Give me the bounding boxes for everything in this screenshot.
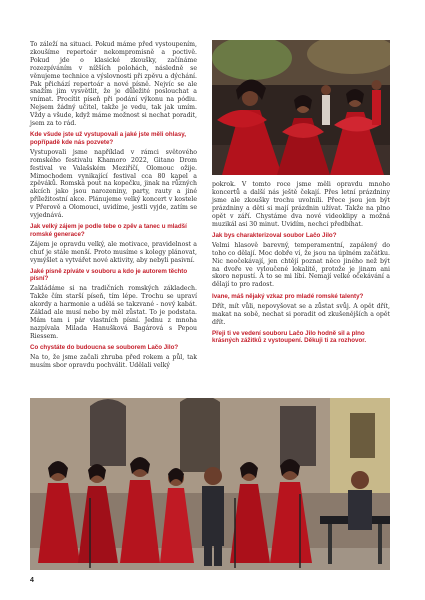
page-number: 4: [30, 577, 34, 584]
paragraph-interest: Zájem je opravdu velký, ale motivace, pravidelnost a chuť je stále menší. Proto musíme s kolegy plánovat, vymýšlet a vytvářet nové aktivity, aby nebyli pasivní.: [30, 240, 197, 264]
question-character: Jak bys charakterizoval soubor Lačo Jilo?: [212, 231, 337, 239]
closing-wish: Přeji ti ve vedení souboru Lačo Jilo hodně sil a plno krásných zážitků z vystoupení. Děkuji ti za rozhovor.: [212, 329, 367, 345]
paragraph-message: Dřít, mít vůli, nepovyšovat se a zůstat svůj. A opět dřít, makat na sobě, nechat si poradit od zkušenějších a opět dřít.: [212, 302, 390, 326]
choir-performance-photo: [30, 398, 390, 570]
question-interest: Jak velký zájem je podle tebe o zpěv a tanec u mladší romské generace?: [30, 223, 187, 238]
question-performances: Kde všude jste už vystupovali a jaké jste měli ohlasy, popřípadě kde nás pozvete?: [30, 131, 187, 146]
paragraph-future-start: Na to, že jsme začali zhruba před rokem a půl, tak musím sbor opravdu pochválit. Udělali velký: [30, 354, 197, 369]
right-text-column: [212, 181, 390, 347]
paragraph-future-continued: pokrok. V tomto roce jsme měli opravdu mnoho koncertů a další nás ještě čekají. Přes letní prázdniny jsme ale zkoušky trochu uvolnili. Přece jsou jen být prázdniny a děti si mají prázdnin užívat. Takže na plno opět v září. Chystáme dva nové videoklipy a možná muzikál asi 30 minut. Uvidím, nechci předbíhat.: [212, 181, 390, 228]
question-songs: Jaké písně zpíváte v souboru a kdo je autorem těchto písní?: [30, 267, 188, 283]
paragraph-performances: Vystupovali jsme například v rámci světového romského festivalu Khamoro 2022, Gitano Drom festival ve Valašském Meziříčí, Olomouc ožije. Mimochodem vynikající festival cca 80 kapel a zpěváků. Romská pout na kopečku, jinak na různých akcích jako jsou narozeniny, party, rauty a jiné příležitostní akce. Plánujeme velký koncert v kostele v Přerově a Olomouci, uvidíme, jestli vyjde, zatím se vyjednává.: [30, 148, 197, 220]
paragraph-rehearsal: To záleží na situaci. Pokud máme před vystoupením, zkoušíme repertoár nekompromisně a poctivě. Pokud jde o klasické zkoušky, začínáme rozezpíváním v nížších polohách, následně se věnujeme technice a výslovnosti při zpěvu a dýchání. Pak přichází repertoár a nové písně. Nejvíc se ale snažím jim vysvětlit, že je důležité poslouchat a vnímat. Procítit píseň při podání výkonu na pódiu. Nejsem žádný učitel, takže je vedu, tak jak umím. Vždy a všude, když máme možnost si nechat poradit, jsem za to rád.: [30, 41, 197, 128]
dancers-photo: [212, 40, 390, 175]
question-message: Ivane, máš nějaký vzkaz pro mladé romské talenty?: [212, 292, 364, 300]
left-text-column: [30, 41, 197, 373]
paragraph-character: Velmi hlasově barevný, temperamentní, zapálený do toho co dělají. Moc dobře ví, že jsou na úplném začátku. Nic neočekávají, jen chtějí poznat něco jiného než být na dvoře ve vyloučené lokalitě, protože je jinam ani skoro nepustí. A to se mi líbí. Nemají velké očekávání a dělají to pro radost.: [212, 241, 390, 289]
question-future: Co chystáte do budoucna se souborem Lačo Jilo?: [30, 344, 179, 352]
paragraph-songs: Zakládáme si na tradičních romských základech. Takže čím starší píseň, tím lépe. Trochu se upraví akordy a harmonie a udělá se takzvané - nový kabát. Základ ale musí nebo by měl zůstat. To je podstata. Mám tam i pár vlastních písní. Jednu z mnoha nazpívala Milada Hanušková Bagárová s Pepou Riessem.: [30, 285, 197, 340]
